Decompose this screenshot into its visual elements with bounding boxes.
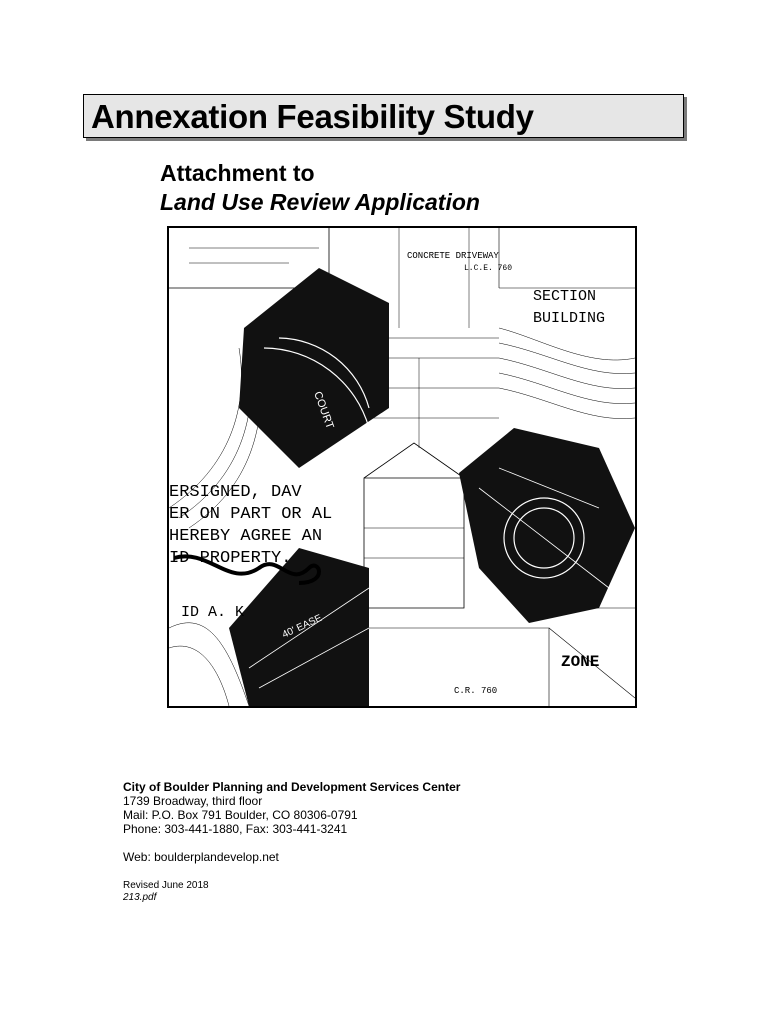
file-name: 213.pdf: [123, 892, 157, 903]
phone-fax: Phone: 303-441-1880, Fax: 303-441-3241: [123, 822, 348, 836]
street-address: 1739 Broadway, third floor: [123, 794, 263, 808]
website: Web: boulderplandevelop.net: [123, 850, 279, 864]
subtitle-application: Land Use Review Application: [160, 189, 480, 215]
cr760-label: C.R. 760: [454, 686, 498, 696]
subtitle-attachment: Attachment to: [160, 160, 315, 186]
agree-text: HEREBY AGREE AN: [169, 527, 323, 546]
organization-name: City of Boulder Planning and Development Services Center: [123, 780, 461, 794]
signed-text: ERSIGNED, DAV: [169, 483, 302, 502]
mailing-address: Mail: P.O. Box 791 Boulder, CO 80306-0791: [123, 808, 358, 822]
lce-label: L.C.E. 760: [464, 264, 513, 273]
building-label: BUILDING: [533, 310, 606, 327]
court-label: COURT: [311, 389, 336, 431]
concrete-driveway-label: CONCRETE DRIVEWAY: [407, 251, 499, 261]
revision-date: Revised June 2018: [123, 880, 209, 891]
part-text: ER ON PART OR AL: [169, 505, 333, 524]
collage-drawing: [169, 228, 635, 706]
section-label: SECTION: [533, 288, 597, 305]
name-text: ID A. K: [181, 604, 245, 621]
plat-map-collage: [167, 226, 637, 708]
document-title: Annexation Feasibility Study: [91, 98, 534, 135]
zone-label: ZONE: [561, 653, 600, 671]
property-text: ID PROPERTY.: [169, 549, 292, 568]
easement-label: 40' EASE: [280, 612, 324, 641]
title-box: [83, 94, 684, 138]
